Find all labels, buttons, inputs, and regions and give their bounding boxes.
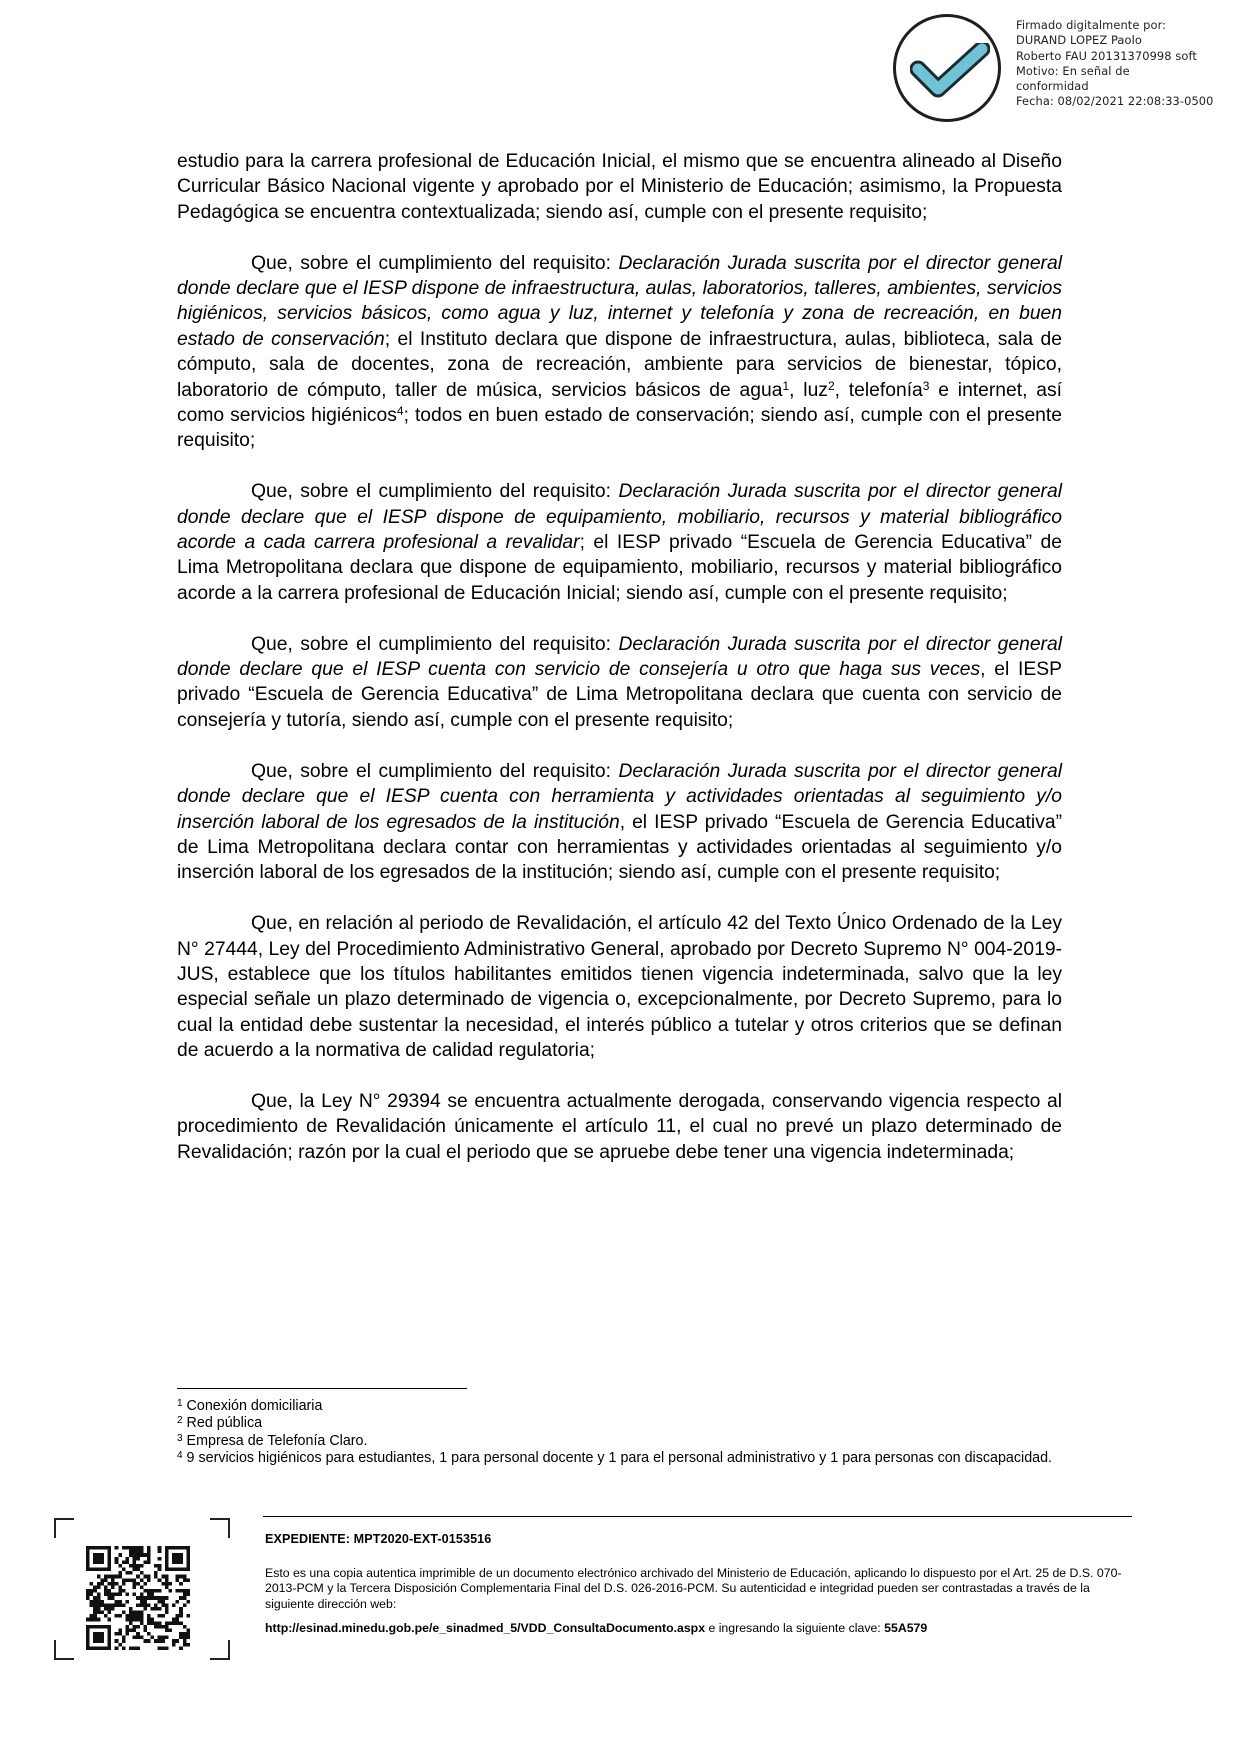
signature-details (1016, 18, 1231, 110)
checkmark-seal-icon (910, 43, 990, 99)
footnote-ref[interactable]: 4 (396, 404, 404, 419)
verification-key: 55A579 (884, 1621, 928, 1635)
verification-link-line (265, 1621, 1133, 1635)
paragraph-revalidation-period: Que, en relación al periodo de Revalidación, el artículo 42 del Texto Único Ordenado de la Ley N° 27444, Ley del Procedimiento Administrativo General, aprobado por Decreto Supremo N° 004-2019-JUS, establece que los títulos habilitantes emitidos tienen vigencia indeterminada, salvo que la ley especial señale un plazo determinado de vigencia o, excepcionalmente, por Decreto Supremo, para lo cual la entidad debe sustentar la necesidad, el interés público a tutelar y otros criterios que se definan de acuerdo a la normativa de calidad regulatoria; (177, 913, 1062, 1062)
paragraph-lead: Que, sobre el cumplimiento del requisito: (251, 633, 619, 655)
paragraph-text: , el IESP privado “Escuela de Gerencia Educativa” de Lima Metropolitana declara contar con herramientas y actividades orientadas al seguimiento y/o inserción laboral de los egresados de la institución; siendo así, cumple con el presente requisito; (177, 811, 1062, 884)
footnote (177, 1398, 1062, 1415)
paragraph-text: , el IESP privado “Escuela de Gerencia Educativa” de Lima Metropolitana declara que cuenta con servicio de consejería y tutoría, siendo así, cumple con el presente requisito; (177, 659, 1062, 731)
signature-seal (893, 14, 1001, 122)
requirement-text: Declaración Jurada suscrita por el director general donde declare que el IESP dispone de equipamiento, mobiliario, recursos y material bibliográfico acorde a cada carrera profesional a revalidar (177, 481, 1062, 554)
qr-frame-corner (210, 1518, 230, 1538)
paragraph: estudio para la carrera profesional de Educación Inicial, el mismo que se encuentra alineado al Diseño Curricular Básico Nacional vigente y aprobado por el Ministerio de Educación; asimismo, la Propuesta Pedagógica se encuentra contextualizada; siendo así, cumple con el presente requisito; (177, 151, 1062, 223)
paragraph-law-29394: Que, la Ley N° 29394 se encuentra actualmente derogada, conservando vigencia respecto al procedimiento de Revalidación únicamente el artículo 11, el cual no prevé un plazo determinado de Revalidación; razón por la cual el periodo que se apruebe debe tener una vigencia indeterminada; (177, 1090, 1062, 1163)
qr-frame-corner (54, 1518, 74, 1538)
footnote (177, 1433, 1062, 1450)
paragraph-lead: Que, sobre el cumplimiento del requisito: (251, 252, 619, 274)
paragraph-text: ; el Instituto declara que dispone de infraestructura, aulas, biblioteca, sala de cómputo, sala de docentes, zona de recreación, ambiente para servicios de bienestar, tópico, laboratorio de cómputo, taller de música, servicios básicos de agua (177, 328, 1062, 401)
signature-line: conformidad (1016, 79, 1089, 94)
footnote (177, 1450, 1062, 1467)
paragraph-text: , telefonía (834, 379, 923, 401)
footnotes (177, 1398, 1062, 1468)
requirement-text: Declaración Jurada suscrita por el director general donde declare que el IESP dispone de infraestructura, aulas, laboratorios, talleres, ambientes, servicios higiénicos, servicios básicos, como agua y luz, internet y telefonía y zona de recreación, en buen estado de conservación (177, 252, 1062, 350)
signature-line: Fecha: 08/02/2021 22:08:33-0500 (1016, 94, 1214, 109)
footnote-text: Red pública (186, 1415, 263, 1432)
paragraph-graduates (177, 759, 1062, 886)
qr-frame-corner (210, 1640, 230, 1660)
requirement-text: Declaración Jurada suscrita por el director general donde declare que el IESP cuenta con servicio de consejería u otro que haga sus veces (177, 633, 1062, 681)
signature-line: DURAND LOPEZ Paolo (1016, 33, 1142, 48)
footnote-ref[interactable]: 2 (827, 378, 835, 393)
footnote-text: Empresa de Telefonía Claro. (186, 1432, 368, 1449)
paragraph-text: e internet, así como servicios higiénicos (177, 379, 1062, 427)
qr-frame-corner (54, 1640, 74, 1660)
paragraph-text: , luz (789, 379, 828, 401)
paragraph-text: ; el IESP privado “Escuela de Gerencia Educativa” de Lima Metropolitana declara que dispone de equipamiento, mobiliario, recursos y material bibliográfico acorde a la carrera profesional de Educación Inicial; siendo así, cumple con el presente requisito; (177, 532, 1062, 604)
paragraph-equipment (177, 479, 1062, 606)
signature-line: Roberto FAU 20131370998 soft (1016, 48, 1197, 63)
footnote-text: 9 servicios higiénicos para estudiantes, 1 para personal docente y 1 para el personal administrativo y 1 para personas con discapacidad. (186, 1450, 1053, 1467)
verification-description: Esto es una copia autentica imprimible de un documento electrónico archivado del Ministerio de Educación, aplicando lo dispuesto por el Art. 25 de D.S. 070-2013-PCM y la Tercera Disposición Complementaria Final del D.S. 026-2016-PCM. Su autenticidad e integridad pueden ser contrastadas a través de la siguiente dirección web: (265, 1566, 1122, 1611)
signature-line: Motivo: En señal de (1016, 63, 1130, 78)
footnote-ref[interactable]: 3 (922, 378, 930, 393)
paragraph-counseling (177, 632, 1062, 734)
footnote-number: 1 (177, 1398, 183, 1409)
verification-link-text: e ingresando la siguiente clave: (705, 1621, 885, 1635)
paragraph-text: ; todos en buen estado de conservación; siendo así, cumple con el presente requisito; (177, 405, 1062, 452)
footnote-number: 2 (177, 1415, 183, 1427)
expediente-number: EXPEDIENTE: MPT2020-EXT-0153516 (265, 1532, 492, 1546)
qr-code-icon[interactable] (86, 1546, 190, 1650)
paragraph-lead: Que, sobre el cumplimiento del requisito: (251, 760, 619, 782)
footnote-number: 4 (177, 1450, 183, 1462)
paragraph-infrastructure (177, 251, 1062, 454)
signature-line: Firmado digitalmente por: (1016, 18, 1167, 32)
digital-signature-stamp (893, 14, 1233, 134)
verification-url[interactable]: http://esinad.minedu.gob.pe/e_sinadmed_5/VDD_ConsultaDocumento.aspx (265, 1621, 706, 1635)
footnote-text: Conexión domiciliaria (186, 1398, 323, 1414)
footnote (177, 1415, 1062, 1432)
requirement-text: Declaración Jurada suscrita por el director general donde declare que el IESP cuenta con herramienta y actividades orientadas al seguimiento y/o inserción laboral de los egresados de la institución (177, 760, 1062, 833)
verification-separator (263, 1516, 1132, 1517)
paragraph-lead: Que, sobre el cumplimiento del requisito: (251, 481, 619, 503)
document-body (177, 149, 1062, 1191)
footnote-ref[interactable]: 1 (782, 378, 790, 393)
footnote-number: 3 (177, 1432, 183, 1444)
footnote-separator (177, 1388, 467, 1389)
